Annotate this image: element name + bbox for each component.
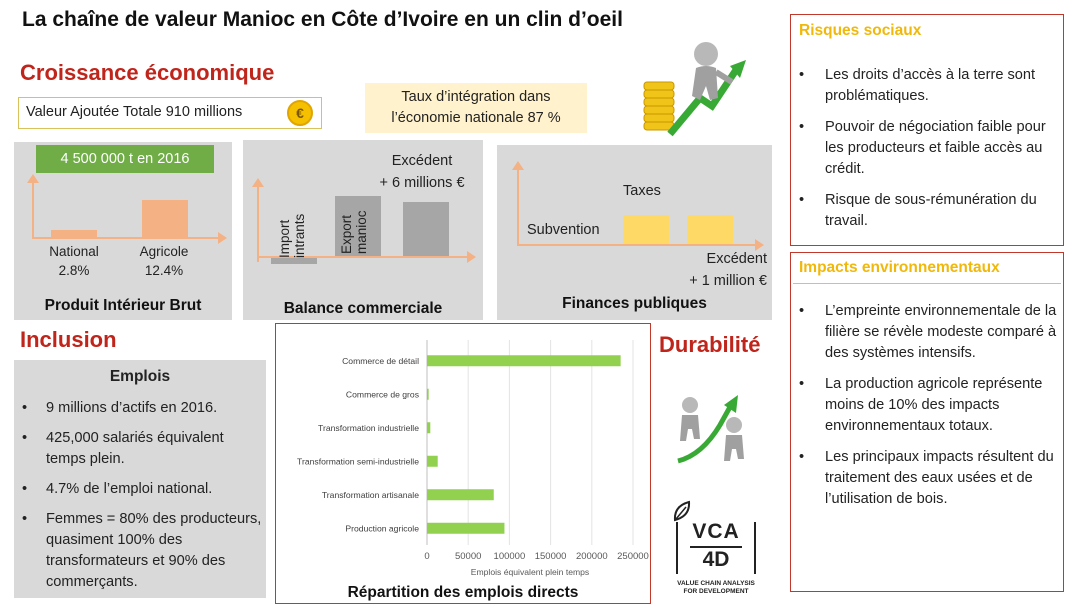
chart-bar: [427, 355, 621, 366]
chart-tick-label: 150000: [534, 551, 567, 562]
finances-excedent-line-1: Excédent: [706, 251, 767, 267]
chart-title: Répartition des emplois directs: [347, 584, 579, 601]
growth-coins-person-icon: [640, 38, 750, 138]
logo-caption: [670, 580, 762, 596]
chart-tick-label: 50000: [454, 551, 482, 562]
balance-title: Balance commerciale: [283, 300, 443, 317]
taux-integration-box: [365, 83, 587, 133]
pib-title: Produit Intérieur Brut: [44, 297, 202, 314]
taxes-label: Taxes: [623, 183, 661, 199]
chart-category-label: Transformation artisanale: [321, 489, 419, 500]
finances-y-axis: [517, 167, 519, 245]
emplois-chart: [276, 324, 650, 603]
emplois-panel: [14, 360, 266, 598]
list-item: • Les principaux impacts résultent du traitement des eaux usées et de l’utilisation de bois.: [791, 447, 1057, 510]
chart-category-label: Transformation semi-industrielle: [297, 456, 419, 467]
list-item: • Les droits d’accès à la terre sont problématiques.: [791, 65, 1057, 107]
pib-panel: [14, 142, 232, 320]
export-manioc-label: [339, 198, 369, 254]
list-item: • Femmes = 80% des producteurs, quasiment 100% des transformateurs et 90% des commerçants.: [14, 509, 262, 593]
list-item: • Pouvoir de négociation faible pour les producteurs et faible accès au crédit.: [791, 117, 1057, 180]
chart-bar: [427, 422, 430, 433]
export-label-line-1: Export: [339, 214, 354, 254]
list-item: • 4.7% de l’emploi national.: [14, 479, 262, 500]
bar-national: [51, 230, 97, 237]
pib-x-arrow-icon: [218, 232, 227, 244]
chart-bar: [427, 456, 438, 467]
logo-vca: VCA: [692, 520, 740, 543]
valeur-ajoutee-text: Valeur Ajoutée Totale 910 millions: [26, 104, 243, 120]
production-badge: 4 500 000 t en 2016: [36, 145, 214, 173]
durabilite-heading: Durabilité: [659, 332, 761, 357]
finances-panel: [497, 145, 772, 320]
balance-excedent-line-2: + 6 millions €: [379, 175, 465, 191]
impacts-box: [790, 252, 1064, 592]
emplois-list: [14, 398, 262, 593]
valeur-ajoutee-box: [18, 97, 322, 129]
finances-y-arrow-icon: [512, 161, 524, 170]
leaf-icon: [672, 500, 692, 522]
import-label-line-1: Import: [277, 219, 292, 258]
impacts-list: [791, 301, 1057, 520]
agricole-label: [122, 242, 206, 280]
pib-x-axis: [32, 237, 220, 239]
chart-bar: [427, 523, 504, 534]
balance-panel: [243, 140, 483, 320]
taux-line-1: Taux d’intégration dans: [401, 89, 551, 105]
list-item: • 425,000 salariés équivalent temps plein.: [14, 428, 262, 470]
impacts-divider: [793, 283, 1061, 284]
croissance-heading: Croissance économique: [20, 60, 275, 85]
list-item: • L’empreinte environnementale de la filière se révèle modeste comparé à des systèmes intensifs.: [791, 301, 1057, 364]
import-intrants-label: [277, 202, 307, 258]
bar-taxes-1: [623, 215, 669, 244]
national-label-text: National: [49, 244, 99, 259]
list-item: • 9 millions d’actifs en 2016.: [14, 398, 262, 419]
vca4d-logo: [670, 500, 762, 602]
bar-taxes-2: [687, 215, 733, 244]
impacts-heading: Impacts environnementaux: [799, 259, 1000, 276]
team-growth-icon: [672, 385, 754, 465]
logo-caption-line-2: FOR DEVELOPMENT: [683, 588, 749, 595]
chart-category-label: Transformation industrielle: [318, 422, 419, 433]
risques-list: [791, 65, 1057, 242]
taux-line-2: l’économie nationale 87 %: [391, 110, 561, 126]
national-label: [32, 242, 116, 280]
pib-y-axis: [32, 180, 34, 238]
national-value-text: 2.8%: [58, 263, 90, 278]
balance-y-arrow-icon: [252, 178, 264, 187]
logo-4d: 4D: [702, 548, 730, 571]
chart-tick-label: 250000: [617, 551, 649, 562]
balance-excedent: [363, 150, 481, 194]
chart-tick-label: 100000: [493, 551, 526, 562]
bar-import-intrants: [271, 258, 317, 264]
chart-x-axis-label: Emplois équivalent plein temps: [470, 567, 590, 577]
chart-category-label: Commerce de détail: [342, 355, 419, 366]
finances-x-axis: [517, 244, 757, 246]
chart-bar: [427, 489, 494, 500]
balance-excedent-line-1: Excédent: [391, 153, 453, 169]
list-item: • Risque de sous-rémunération du travail.: [791, 190, 1057, 232]
bar-excedent: [403, 202, 449, 256]
finances-title: Finances publiques: [562, 295, 707, 312]
chart-category-label: Production agricole: [345, 523, 419, 534]
risques-heading: Risques sociaux: [799, 22, 922, 39]
euro-coin-icon: €: [287, 100, 313, 126]
bar-agricole: [142, 200, 188, 237]
chart-tick-label: 0: [424, 551, 430, 562]
balance-x-arrow-icon: [467, 251, 476, 263]
emplois-title: Emplois: [109, 368, 171, 385]
finances-excedent: [647, 248, 767, 292]
export-label-line-2: manioc: [354, 210, 369, 254]
balance-y-axis: [257, 184, 259, 262]
emplois-chart-box: [275, 323, 651, 604]
inclusion-heading: Inclusion: [20, 327, 117, 352]
page-title: La chaîne de valeur Manioc en Côte d’Ivoire en un clin d’oeil: [22, 8, 623, 31]
logo-caption-line-1: VALUE CHAIN ANALYSIS: [677, 580, 755, 587]
subvention-label: Subvention: [527, 222, 600, 238]
list-item: • La production agricole représente moins de 10% des impacts environnementaux totaux.: [791, 374, 1057, 437]
pib-y-arrow-icon: [27, 174, 39, 183]
chart-category-label: Commerce de gros: [345, 389, 419, 400]
finances-excedent-line-2: + 1 million €: [689, 273, 767, 289]
chart-bar: [427, 389, 429, 400]
agricole-label-text: Agricole: [139, 244, 189, 259]
chart-tick-label: 200000: [575, 551, 608, 562]
risques-box: [790, 14, 1064, 246]
import-label-line-2: intrants: [292, 213, 307, 258]
agricole-value-text: 12.4%: [144, 263, 184, 278]
